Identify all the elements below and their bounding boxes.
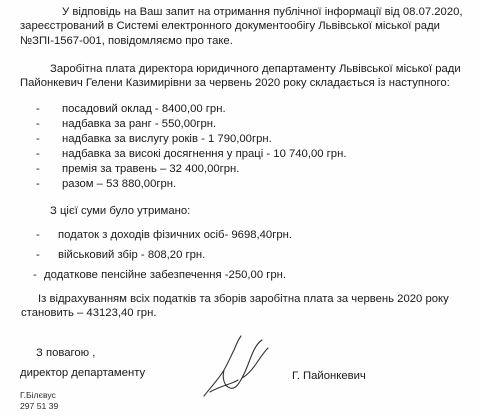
component-total: разом – 53 880,00грн. xyxy=(62,178,177,190)
list-dash: - xyxy=(36,103,40,115)
salary-line-2: Пайонкевич Гелени Казимирівни за червень 2020 року складається із наступного: xyxy=(20,77,450,89)
executor-name: Г.Білєвус xyxy=(20,390,56,400)
closing-regards: З повагою , xyxy=(36,347,96,359)
conclusion-line-1: Із відрахуванням всіх податків та зборів заробітна плата за червень 2020 року xyxy=(38,293,449,305)
intro-line-3: №ЗПІ-1567-001, повідомляємо про таке. xyxy=(20,35,233,47)
component-achievement-bonus: надбавка за високі досягнення у праці - 10 740,00 грн. xyxy=(62,148,347,160)
deductions-intro: З цієї суми було утримано: xyxy=(50,205,191,217)
list-dash: - xyxy=(36,249,40,261)
intro-line-2: зареєстрований в Системі електронного документообігу Львівської міської ради xyxy=(20,20,440,32)
deduction-military-levy: військовий збір - 808,20 грн. xyxy=(58,249,206,261)
deduction-income-tax: податок з доходів фізичних осіб- 9698,40грн. xyxy=(58,229,292,241)
list-dash: - xyxy=(36,178,40,190)
closing-signer: Г. Пайонкевич xyxy=(292,370,366,382)
list-dash: - xyxy=(36,163,40,175)
handwritten-signature xyxy=(198,330,274,404)
deduction-pension: додаткове пенсійне забезпечення -250,00 грн. xyxy=(44,269,287,281)
list-dash: - xyxy=(36,229,40,241)
closing-position: директор департаменту xyxy=(20,367,146,379)
executor-phone: 297 51 39 xyxy=(20,401,59,411)
component-seniority-bonus: надбавка за вислугу років - 1 790,00грн. xyxy=(62,133,272,145)
list-dash: - xyxy=(36,133,40,145)
intro-line-1: У відповідь на Ваш запит на отримання публічної інформації від 08.07.2020, xyxy=(62,6,463,18)
salary-line-1: Заробітна плата директора юридичного департаменту Львівської міської ради xyxy=(50,63,461,75)
list-dash: - xyxy=(36,118,40,130)
conclusion-line-2: становить – 43123,40 грн. xyxy=(21,307,157,319)
list-dash: - xyxy=(36,148,40,160)
component-rank-bonus: надбавка за ранг - 550,00грн. xyxy=(62,118,217,130)
component-base-salary: посадовий оклад - 8400,00 грн. xyxy=(62,103,226,115)
component-may-bonus: премія за травень – 32 400,00грн. xyxy=(62,163,240,175)
list-dash: - xyxy=(33,269,37,281)
